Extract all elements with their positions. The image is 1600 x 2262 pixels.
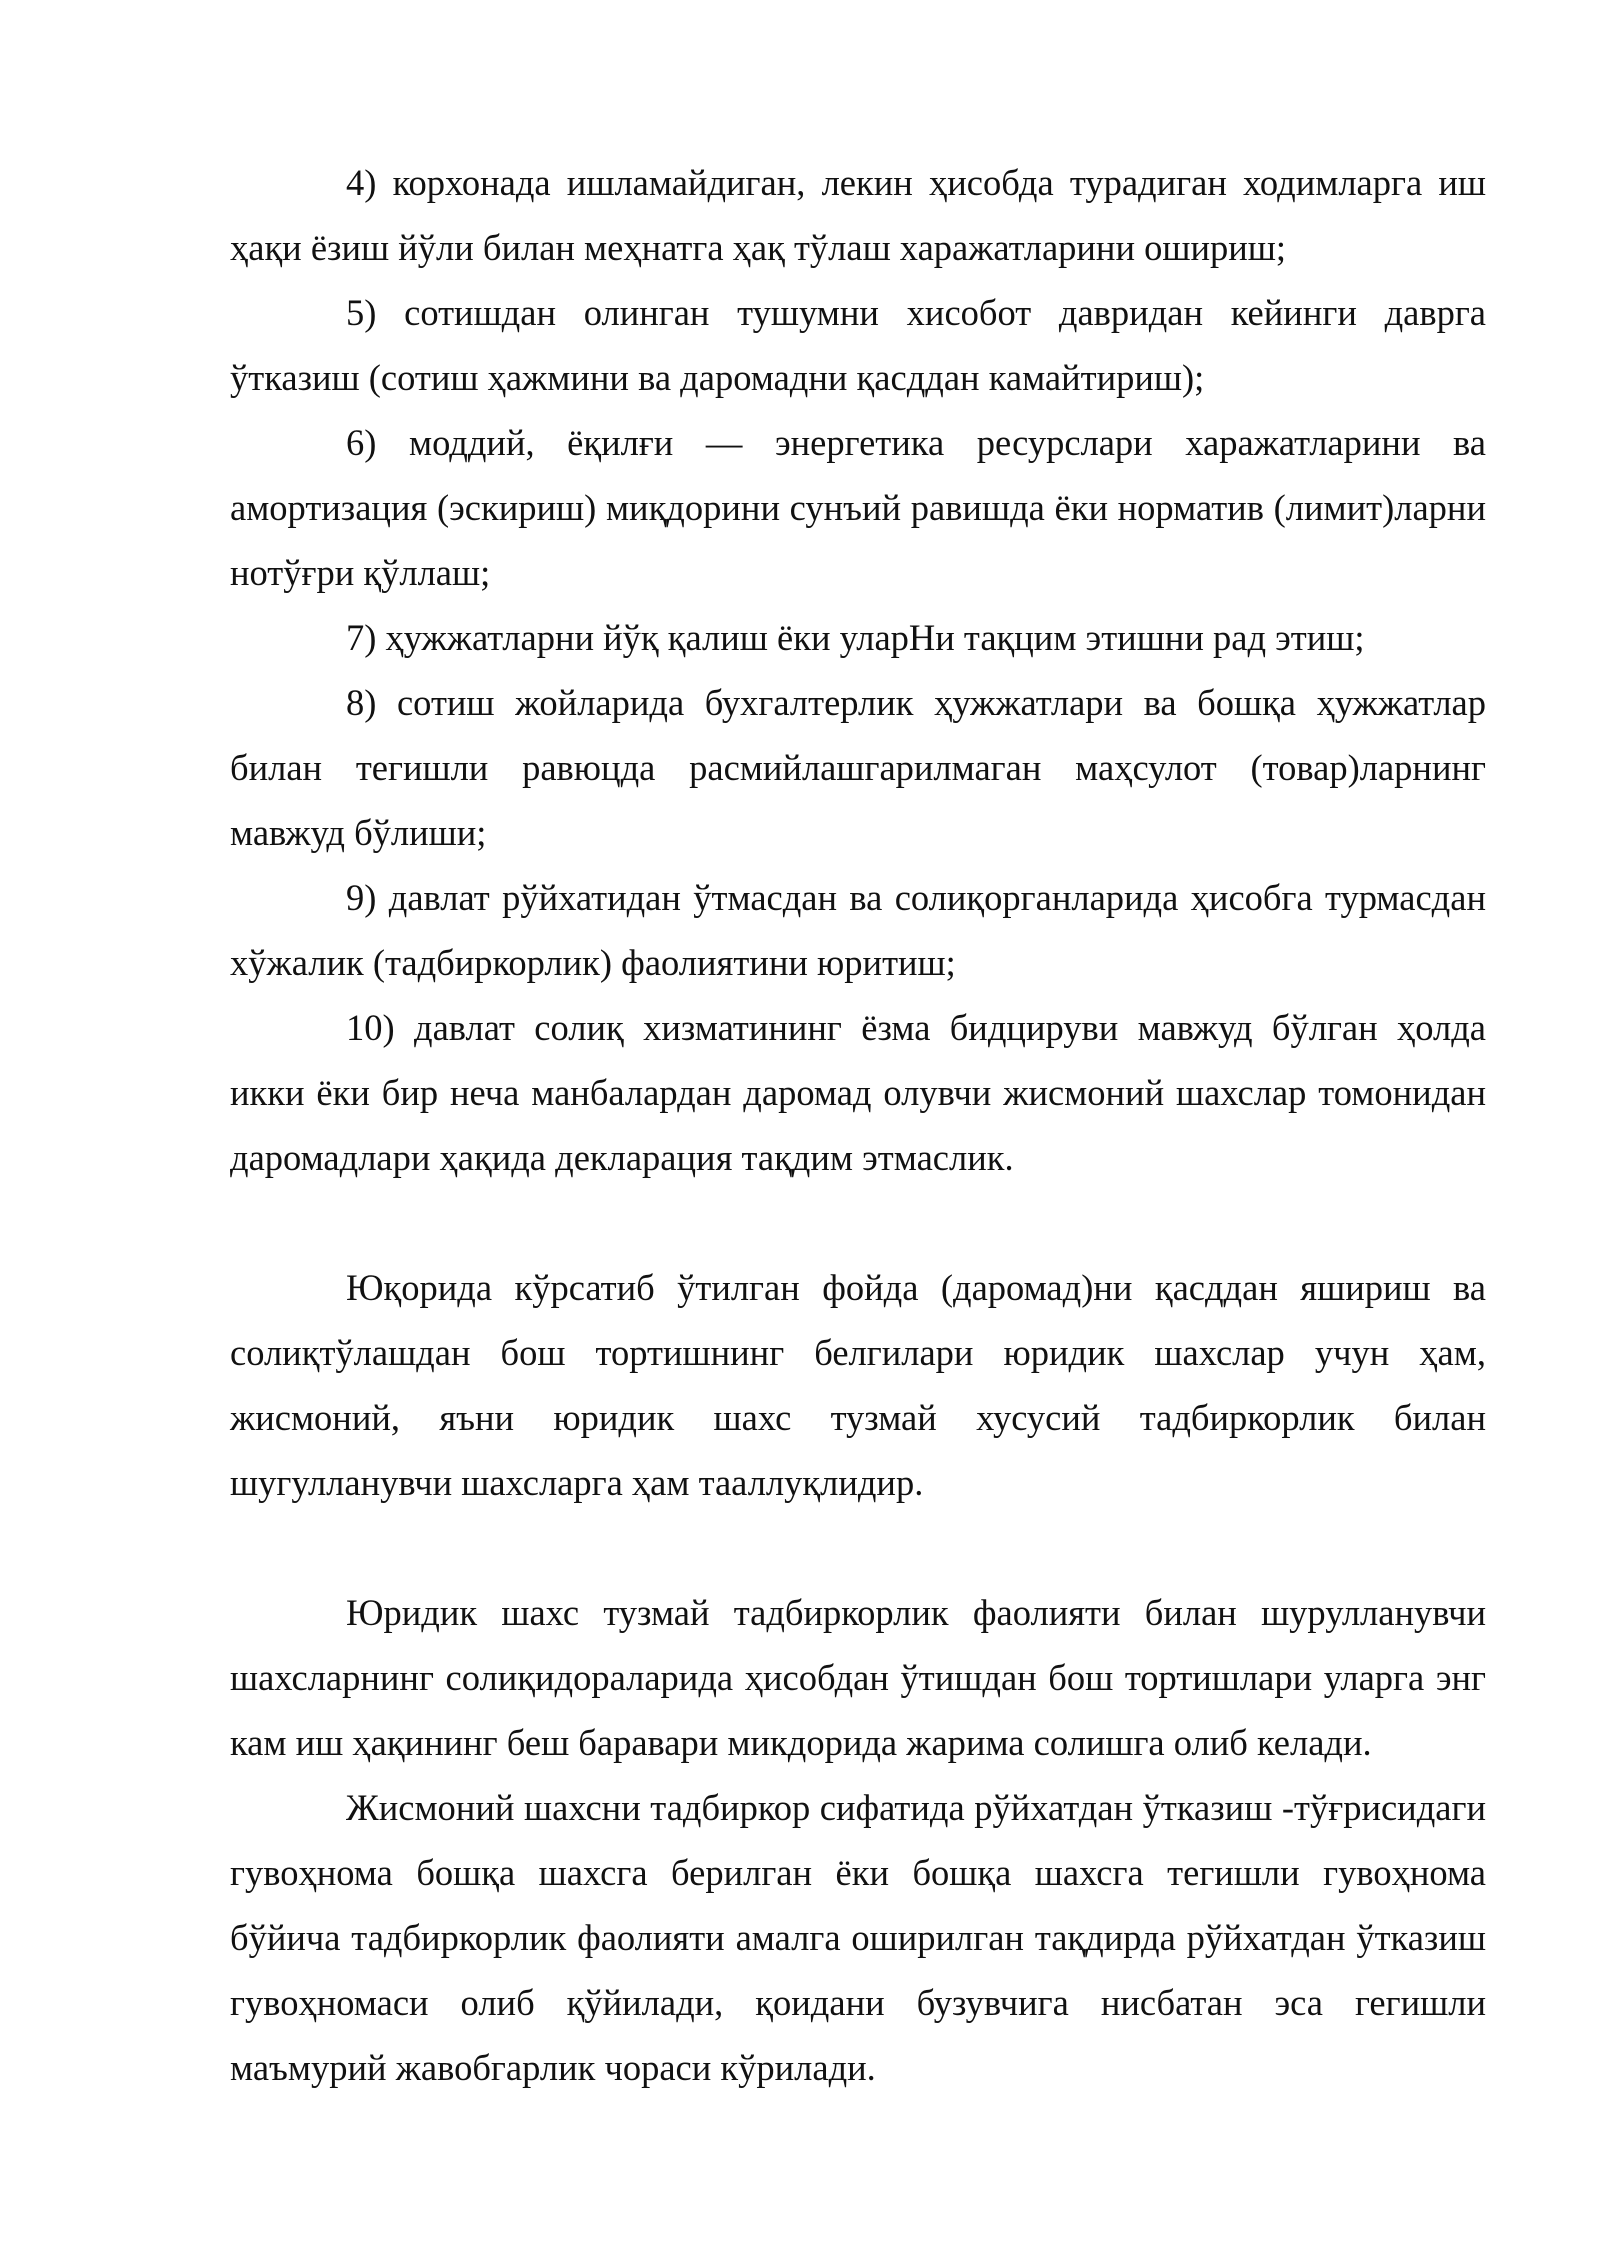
list-item-9: 9) давлат рўйхатидан ўтмасдан ва солиқорганларида ҳисобга турмасдан хўжалик (тадбиркорлик) фаолиятини юритиш; xyxy=(230,877,1486,983)
document-body xyxy=(230,150,1486,2100)
paragraph-gap xyxy=(230,1515,1486,1580)
paragraph-gap xyxy=(230,1190,1486,1255)
paragraph-penalty: Юридик шахс тузмай тадбиркорлик фаолияти билан шурулланувчи шахсларнинг солиқидораларида ҳисобдан ўтишдан бош тортишлари уларга энг кам иш ҳақининг беш баравари микдорида жарима солишга олиб келади. xyxy=(230,1592,1486,1763)
list-item-8: 8) сотиш жойларида бухгалтерлик ҳужжатлари ва бошқа ҳужжатлар билан тегишли равюцда расмийлашгарилмаган маҳсулот (товар)ларнинг мавжуд бўлиши; xyxy=(230,682,1486,853)
list-item-7: 7) ҳужжатларни йўқ қалиш ёки уларНи тақцим этишни рад этиш; xyxy=(346,617,1365,658)
paragraph-certificate: Жисмоний шахсни тадбиркор сифатида рўйхатдан ўтказиш -тўғрисидаги гувоҳнома бошқа шахсга берилган ёки бошқа шахсга тегишли гувоҳнома бўйича тадбиркорлик фаолияти амалга оширилган тақдирда рўйхатдан ўтказиш гувоҳномаси олиб қўйилади, қоидани бузувчига нисбатан эса гегишли маъмурий жавобгарлик чораси кўрилади. xyxy=(230,1787,1486,2088)
paragraph-signs: Юқорида кўрсатиб ўтилган фойда (даромад)ни қасддан яшириш ва солиқтўлашдан бош тортишнинг белгилари юридик шахслар учун ҳам, жисмоний, яъни юридик шахс тузмай хусусий тадбиркорлик билан шугулланувчи шахсларга ҳам тааллуқлидир. xyxy=(230,1267,1486,1503)
list-item-5: 5) сотишдан олинган тушумни хисобот давридан кейинги даврга ўтказиш (сотиш ҳажмини ва даромадни қасддан камайтириш); xyxy=(230,292,1486,398)
list-item-10: 10) давлат солиқ хизматининг ёзма бидцируви мавжуд бўлган ҳолда икки ёки бир неча манбалардан даромад олувчи жисмоний шахслар томонидан даромадлари ҳақида декларация тақдим этмаслик. xyxy=(230,1007,1486,1178)
list-item-4: 4) корхонада ишламайдиган, лекин ҳисобда турадиган ходимларга иш ҳақи ёзиш йўли билан меҳнатга ҳақ тўлаш харажатларини ошириш; xyxy=(230,162,1486,268)
list-item-6: 6) моддий, ёқилғи — энергетика ресурслари харажатларини ва амортизация (эскириш) миқдорини сунъий равишда ёки норматив (лимит)ларни нотўғри қўллаш; xyxy=(230,422,1486,593)
